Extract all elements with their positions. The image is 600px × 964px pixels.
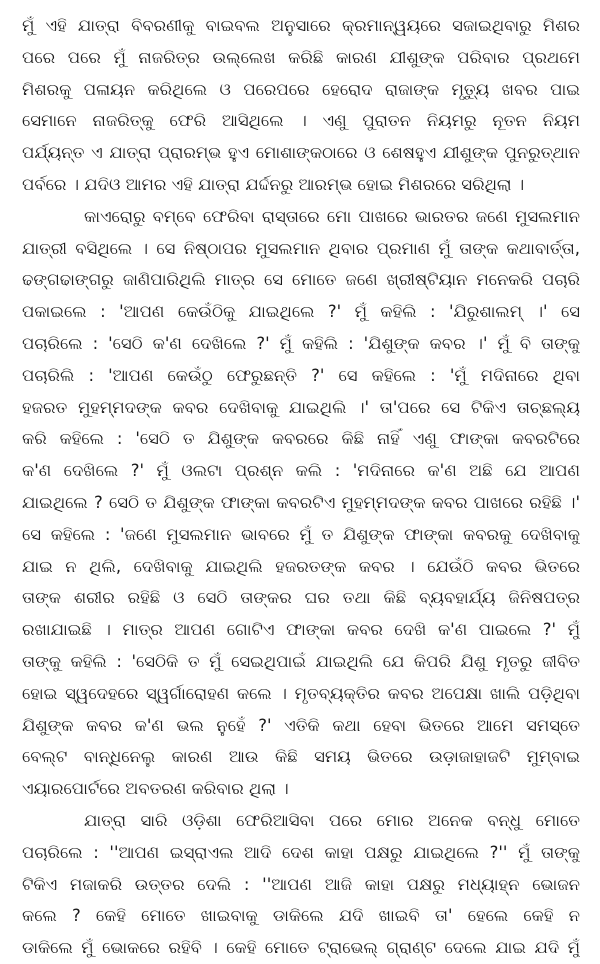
text-line: ଡାକିଲେ ମୁଁ ଭୋକରେ ରହିବି । କେହି ମୋତେ ଟ୍ରାଭେଲ୍ ଗ୍ରାଣ୍ଟ ଦେଲେ ଯାଇ ଯଦି ମୁଁ [22,938,580,958]
text-line: ପକାଇଲେ : 'ଆପଣ କେଉଁଠିକୁ ଯାଇଥିଲେ ?' ମୁଁ କହିଲି : 'ଯିରୁଶାଲମ୍ ।' ସେ [22,302,580,322]
text-line: ଏୟାରପୋର୍ଟରେ ଅବତରଣ କରିବାର ଥିଲା । [22,779,289,799]
text-line: କରି କହିଲେ : 'ସେଠି ତ ଯିଶୁଙ୍କ କବରରେ କିଛି ନାହିଁ ଏଣୁ ଫାଙ୍କା କବରଟିରେ [22,429,580,449]
text-line: ମୁଁ ଏହି ଯାତ୍ରା ବିବରଣୀକୁ ବାଇବଲ ଅନୁସାରେ କ୍ରମାନ୍ୱୟରେ ସଜାଇଥିବାରୁ ମିଶର [22,16,580,35]
text-line: ତାଙ୍କୁ କହିଲି : 'ସେଠିକି ତ ମୁଁ ସେଇଥିପାଇଁ ଯାଇଥିଲି ଯେ କିପରି ଯିଶୁ ମୃତରୁ ଜୀବିତ [22,651,580,671]
paragraph-3 [22,805,580,964]
text-line: ଯିଶୁଙ୍କ କବର କ'ଣ ଭଲ ନୁହେଁ ?' ଏତିକି କଥା ହେବା ଭିତରେ ଆମେ ସମସ୍ତେ [22,715,580,735]
text-line: ହଜରତ ମୁହମ୍ମଦଙ୍କ କବର ଦେଖିବାକୁ ଯାଇଥିଲି ।' ତା'ପରେ ସେ ଟିକିଏ ତାଚ୍ଛଲ୍ୟ [22,397,580,417]
text-line: ପଚାରିଲି : 'ଆପଣ କେଉଁଠୁ ଫେରୁଛନ୍ତି ?' ସେ କହିଲେ : 'ମୁଁ ମଦିନାରେ ଥିବା [22,365,580,385]
text-line: ପର୍ବରେ । ଯଦିଓ ଆମର ଏହି ଯାତ୍ରା ଯର୍ଦ୍ଦନରୁ ଆରମ୍ଭ ହୋଇ ମିଶରରେ ସରିଥିଲା । [22,174,525,194]
text-line: କଲେ ? କେହି ମୋତେ ଖାଇବାକୁ ଡାକିଲେ ଯଦି ଖାଇବି ତା' ହେଲେ କେହି ନ [22,906,580,926]
text-line: ତାଙ୍କ ଶରୀର ରହିଛି ଓ ସେଠି ତାଙ୍କର ଘର ତଥା କିଛି ବ୍ୟବହାର୍ଯ୍ୟ ଜିନିଷପତ୍ର [22,588,580,608]
text-line: ପଚାରିଲେ : ''ଆପଣ ଇସ୍ରାଏଲ ଆଦି ଦେଶ କାହା ପକ୍ଷରୁ ଯାଇଥିଲେ ?'' ମୁଁ ତାଙ୍କୁ [22,842,580,862]
paragraph-2 [22,201,580,805]
text-line: ପରେ ପରେ ମୁଁ ନାଜରିତ୍‌ର ଉଲ୍ଲେଖ କରିଛି କାରଣ ଯୀଶୁଙ୍କ ପରିବାର ପ୍ରଥମେ [22,47,580,67]
text-line: ଯାତ୍ରା ସାରି ଓଡ଼ିଶା ଫେରିଆସିବା ପରେ ମୋର ଅନେକ ବନ୍ଧୁ ମୋତେ [84,810,580,830]
text-line: ପଚାରିଲେ : 'ସେଠି କ'ଣ ଦେଖିଲେ ?' ମୁଁ କହିଲି : 'ଯିଶୁଙ୍କ କବର ।' ମୁଁ ବି ତାଙ୍କୁ [22,333,580,353]
document-page [22,10,580,964]
text-line: ବେଲ୍ଟ ବାନ୍ଧିନେଲୁ କାରଣ ଆଉ କିଛି ସମୟ ଭିତରେ ଉଡ଼ାଜାହାଜଟି ମୁମ୍ବାଇ [22,747,580,767]
text-line: ଯାଇ ନ ଥିଲି, ଦେଖିବାକୁ ଯାଇଥିଲି ହଜରତଙ୍କ କବର । ଯେଉଁଠି କବର ଭିତରେ [22,556,580,576]
text-line: କାଏରୋରୁ ବମ୍ବେ ଫେରିବା ରାସ୍ତାରେ ମୋ ପାଖରେ ଭାରତର ଜଣେ ମୁସଲମାନ [84,206,580,226]
paragraph-1 [22,10,580,201]
text-line: ହୋଇ ସ୍ୱଦେହରେ ସ୍ୱର୍ଗାରୋହଣ କଲେ । ମୃତବ୍ୟକ୍ତିର କବର ଅପେକ୍ଷା ଖାଲି ପଡ଼ିଥିବା [22,683,580,703]
text-line: ସେମାନେ ନାଜରିତ୍‌କୁ ଫେରି ଆସିଥିଲେ । ଏଣୁ ପୁରାତନ ନିୟମରୁ ନୂତନ ନିୟମ [22,111,580,131]
text-line: ରଖାଯାଇଛି । ମାତ୍ର ଆପଣ ଗୋଟିଏ ଫାଙ୍କା କବର ଦେଖି କ'ଣ ପାଇଲେ ?' ମୁଁ [22,620,580,640]
text-line: ଢଙ୍ଗଢାଙ୍ଗରୁ ଜାଣିପାରିଥିଲି ମାତ୍ର ସେ ମୋତେ ଜଣେ ଖ୍ରୀଷ୍ଟିୟାନ ମନେକରି ପଚାରି [22,270,580,290]
text-line: ପର୍ଯ୍ୟନ୍ତ ଏ ଯାତ୍ରା ପ୍ରାରମ୍ଭ ହୁଏ ମୋଶାଙ୍କଠାରେ ଓ ଶେଷହୁଏ ଯୀଶୁଙ୍କ ପୁନରୁତ୍‌ଥାନ [22,143,580,163]
text-line: ମିଶରକୁ ପଳାୟନ କରିଥିଲେ ଓ ପରେପରେ ହେରୋଦ ରାଜାଙ୍କ ମୃତ୍ୟୁ ଖବର ପାଇ [22,79,580,99]
text-line: ଟିକିଏ ମଜାକରି ଉତ୍ତର ଦେଲି : ''ଆପଣ ଆଜି କାହା ପକ୍ଷରୁ ମଧ୍ୟାହ୍ନ ଭୋଜନ [22,874,580,894]
text-line: କ'ଣ ଦେଖିଲେ ?' ମୁଁ ଓଲଟା ପ୍ରଶ୍ନ କଲି : 'ମଦିନାରେ କ'ଣ ଅଛି ଯେ ଆପଣ [22,461,580,481]
text-line: ଯାଇଥିଲେ ? ସେଠି ତ ଯିଶୁଙ୍କ ଫାଙ୍କା କବରଟିଏ ମୁହମ୍ମଦଙ୍କ କବର ପାଖରେ ରହିଛି ।' [22,492,580,512]
text-line: ସେ କହିଲେ : 'ଜଣେ ମୁସଲମାନ ଭାବରେ ମୁଁ ତ ଯିଶୁଙ୍କ ଫାଙ୍କା କବରକୁ ଦେଖିବାକୁ [22,524,580,544]
text-line: ଯାତ୍ରୀ ବସିଥିଲେ । ସେ ନିଷ୍ଠାପର ମୁସଲମାନ ଥିବାର ପ୍ରମାଣ ମୁଁ ତାଙ୍କ କଥାବାର୍ତ୍ତା, [22,238,580,258]
